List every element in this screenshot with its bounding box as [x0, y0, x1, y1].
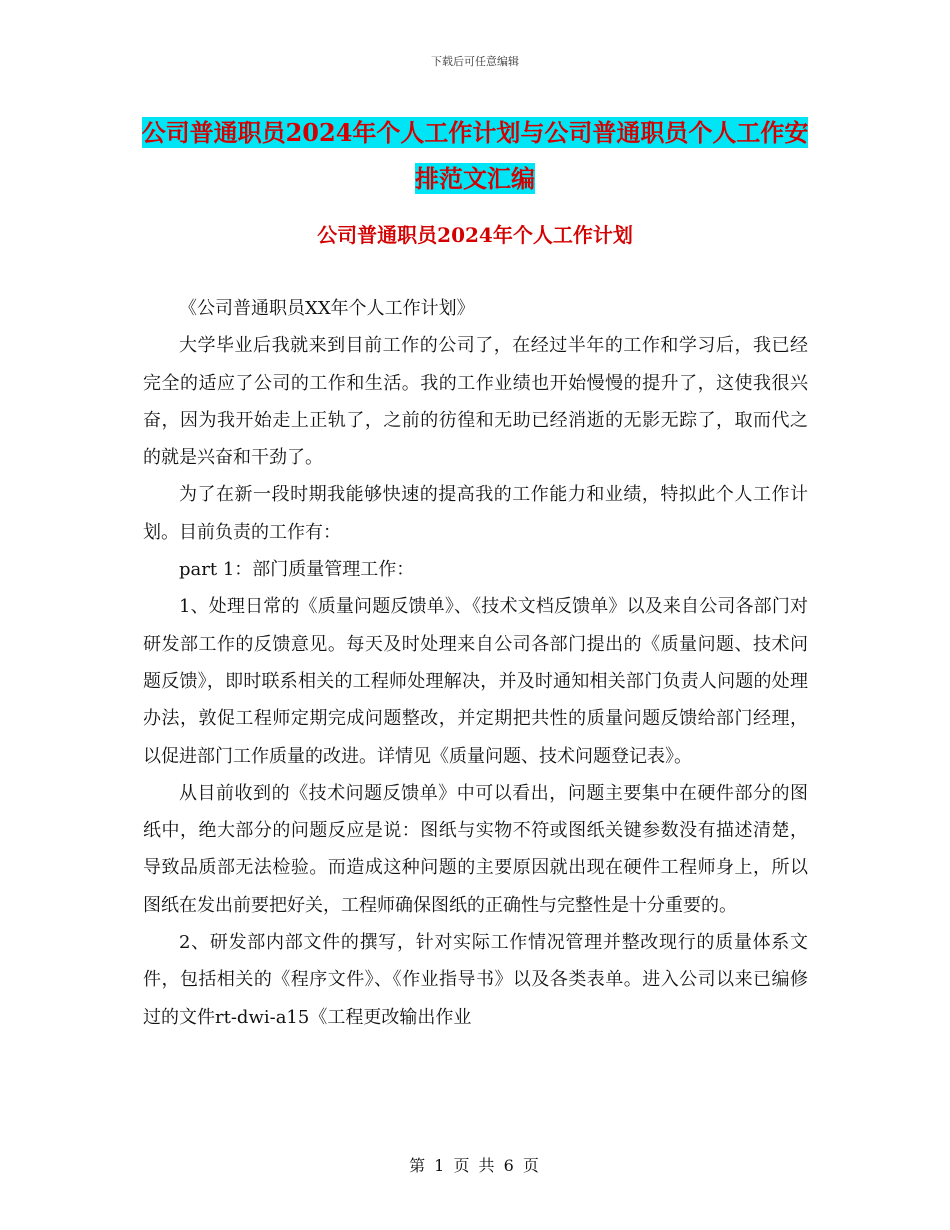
- paragraph: 从目前收到的《技术问题反馈单》中可以看出，问题主要集中在硬件部分的图纸中，绝大部分的问题反应是说：图纸与实物不符或图纸关键参数没有描述清楚，导致品质部无法检验。而造成这种问题的主要原因就出现在硬件工程师身上，所以图纸在发出前要把好关，工程师确保图纸的正确性与完整性是十分重要的。: [143, 782, 808, 916]
- paragraph: part 1：部门质量管理工作：: [179, 559, 415, 581]
- header-note: 下载后可任意编辑: [431, 55, 519, 68]
- page-number-footer: 第 1 页 共 6 页: [409, 1156, 541, 1175]
- paragraph: 1、处理日常的《质量问题反馈单》、《技术文档反馈单》以及来自公司各部门对研发部工作的反馈意见。每天及时处理来自公司各部门提出的《质量问题、技术问题反馈》，即时联系相关的工程师处理解决，并及时通知相关部门负责人问题的处理办法，敦促工程师定期完成问题整改，并定期把共性的质量问题反馈给部门经理，以促进部门工作质量的改进。详情见《质量问题、技术问题登记表》。: [143, 596, 808, 767]
- body-text: [143, 290, 808, 1036]
- paragraph: 大学毕业后我就来到目前工作的公司了，在经过半年的工作和学习后，我已经完全的适应了公司的工作和生活。我的工作业绩也开始慢慢的提升了，这使我很兴奋，因为我开始走上正轨了，之前的彷徨和无助已经消逝的无影无踪了，取而代之的就是兴奋和干劲了。: [143, 335, 808, 469]
- document-title: [140, 110, 810, 202]
- paragraph: 《公司普通职员XX年个人工作计划》: [179, 298, 475, 319]
- paragraph: 为了在新一段时期我能够快速的提高我的工作能力和业绩，特拟此个人工作计划。目前负责的工作有：: [143, 484, 808, 543]
- section-title: 公司普通职员2024年个人工作计划: [317, 223, 633, 247]
- document-title-text: 公司普通职员2024年个人工作计划与公司普通职员个人工作安排范文汇编: [141, 118, 809, 193]
- paragraph: 2、研发部内部文件的撰写，针对实际工作情况管理并整改现行的质量体系文件，包括相关的《程序文件》、《作业指导书》以及各类表单。进入公司以来已编修过的文件rt-dwi-a15《工程更改输出作业: [143, 932, 808, 1028]
